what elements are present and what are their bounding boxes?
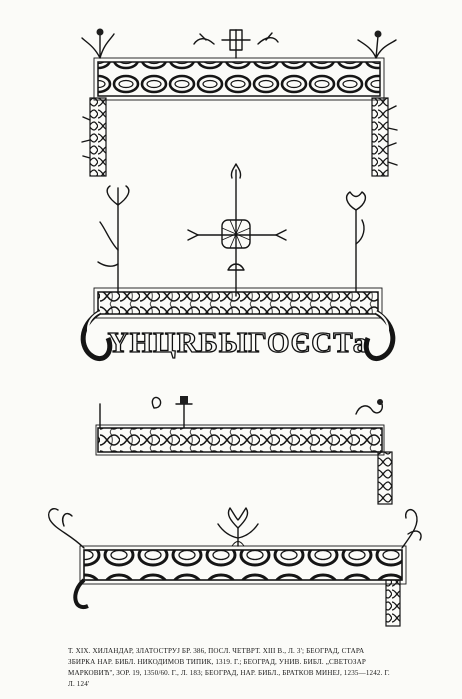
right-vine-scroll — [402, 510, 417, 548]
braided-band — [98, 292, 378, 314]
central-cross — [222, 30, 250, 58]
thorn-marks — [388, 106, 397, 165]
top-cross-square — [180, 396, 188, 404]
center-fleuron-bloom — [228, 508, 247, 528]
left-bud — [152, 397, 160, 408]
right-scroll-loop — [366, 312, 393, 359]
thorn-marks-left — [82, 117, 90, 158]
corner-fleur-left — [82, 34, 114, 58]
chain-band — [98, 62, 380, 96]
figure-caption — [68, 646, 406, 690]
braided-band-3 — [98, 428, 382, 452]
fleur-knob-left — [97, 29, 104, 36]
left-vine-scroll — [49, 509, 84, 548]
top-cross-marker — [176, 400, 192, 428]
right-post-branch — [356, 220, 364, 244]
sprig-dot — [377, 399, 383, 405]
caption-line: Л. 124' — [68, 680, 90, 688]
right-scroll-sprig — [356, 404, 382, 414]
left-scroll-loop — [83, 312, 110, 359]
left-vine-curl — [63, 514, 72, 526]
left-scroll-highlight — [88, 312, 100, 344]
corner-fleur-right — [358, 36, 396, 58]
fleur-knob-right — [375, 31, 382, 38]
right-dropping-braid — [378, 452, 392, 504]
left-column — [90, 98, 106, 176]
right-column — [372, 98, 388, 176]
headpiece-4-ring-chain — [49, 508, 421, 626]
headpiece-title: ҮНЦRБЫГОЄСТа — [107, 327, 369, 359]
caption-line: Т. XIX. ХИЛАНДАР, ЗЛАТОСТРУЈ БР. 386, ПОСЛ. ЧЕТВРТ. XIII В., Л. 3'; БЕОГРАД, СТАРА — [68, 647, 365, 655]
left-post-branch — [98, 222, 118, 266]
ring-chain-band — [84, 550, 402, 580]
caption-line: МАРКОВИЋ", ЗОР. 19, 1350/60. Г., Л. 183; БЕОГРАД, НАР. БИБЛ., БРАТКОВ МИНЕЈ, 1235—1242. Г. — [68, 669, 390, 677]
right-scroll-highlight — [376, 312, 388, 344]
caption-line: ЗБИРКА НАР. БИБЛ. НИКОДИМОВ ТИПИК, 1319. Г.; БЕОГРАД, УНИВ. БИБЛ. „СВЕТОЗАР — [68, 658, 366, 666]
headpiece-3-braid-band — [96, 396, 392, 504]
left-post-fleur — [107, 186, 129, 205]
right-hanging-braid — [386, 580, 400, 626]
right-post-fleur — [347, 192, 366, 210]
headpiece-1-chain-frame — [82, 29, 397, 177]
headpiece-2-title-frame — [83, 164, 393, 359]
